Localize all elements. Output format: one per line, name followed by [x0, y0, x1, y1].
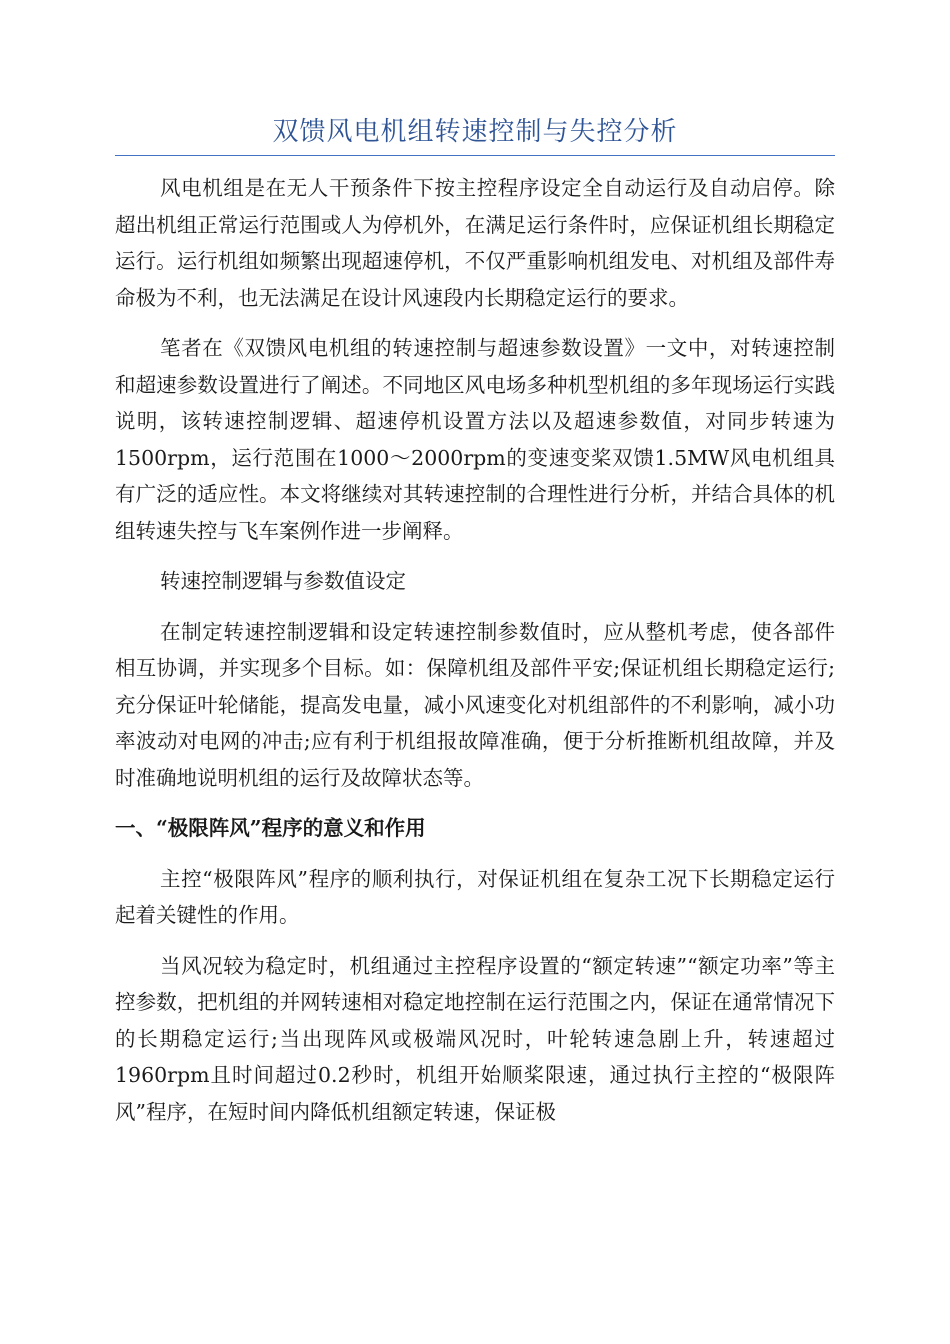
document-title: 双馈风电机组转速控制与失控分析	[272, 117, 678, 147]
paragraph-intro: 风电机组是在无人干预条件下按主控程序设定全自动运行及自动启停。除超出机组正常运行范围或人为停机外，在满足运行条件时，应保证机组长期稳定运行。运行机组如频繁出现超速停机，不仅严重影响机组发电、对机组及部件寿命极为不利，也无法满足在设计风速段内长期稳定运行的要求。	[115, 176, 835, 310]
paragraph-control-goals: 在制定转速控制逻辑和设定转速控制参数值时，应从整机考虑，使各部件相互协调，并实现多个目标。如：保障机组及部件平安;保证机组长期稳定运行;充分保证叶轮储能，提高发电量，减小风速变化对机组部件的不利影响，减小功率波动对电网的冲击;应有利于机组报故障准确，便于分析推断机组故障，并及时准确地说明机组的运行及故障状态等。	[115, 619, 835, 790]
paragraph-gust-operation: 当风况较为稳定时，机组通过主控程序设置的“额定转速”“额定功率”等主控参数，把机组的并网转速相对稳定地控制在运行范围之内，保证在通常情况下的长期稳定运行;当出现阵风或极端风况时，叶轮转速急剧上升，转速超过1960rpm且时间超过0.2秒时，机组开始顺桨限速，通过执行主控的“极限阵风”程序，在短时间内降低机组额定转速，保证极	[115, 953, 835, 1124]
subheading-speed-control: 转速控制逻辑与参数值设定	[160, 569, 406, 593]
paragraph-reference: 笔者在《双馈风电机组的转速控制与超速参数设置》一文中，对转速控制和超速参数设置进行了阐述。不同地区风电场多种机型机组的多年现场运行实践说明，该转速控制逻辑、超速停机设置方法以及超速参数值，对同步转速为1500rpm，运行范围在1000～2000rpm的变速变桨双馈1.5MW风电机组具有广泛的适应性。本文将继续对其转速控制的合理性进行分析，并结合具体的机组转速失控与飞车案例作进一步阐释。	[115, 336, 835, 543]
document-body	[115, 170, 835, 1144]
paragraph-gust-importance: 主控“极限阵风”程序的顺利执行，对保证机组在复杂工况下长期稳定运行起着关键性的作用。	[115, 866, 835, 927]
section-heading-gust: 一、“极限阵风”程序的意义和作用	[115, 816, 426, 840]
title-underline	[115, 155, 835, 156]
